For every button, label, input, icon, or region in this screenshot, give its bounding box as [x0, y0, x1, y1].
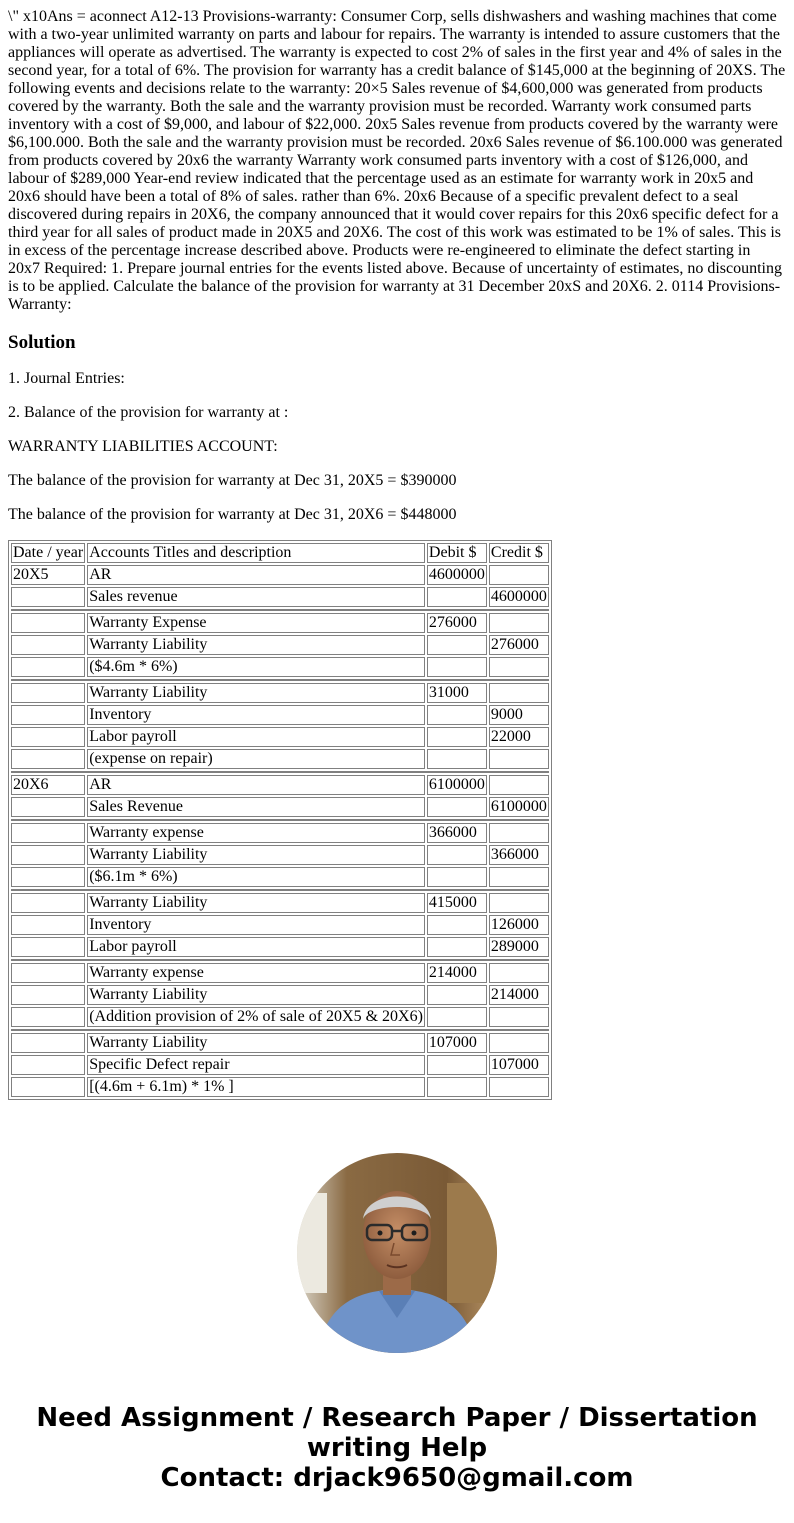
- date-cell: [11, 727, 85, 747]
- date-cell: [11, 1077, 85, 1097]
- date-cell: [11, 683, 85, 703]
- credit-cell: 366000: [489, 845, 549, 865]
- date-cell: [11, 797, 85, 817]
- table-row: [11, 797, 549, 817]
- date-cell: [11, 613, 85, 633]
- debit-cell: [427, 749, 487, 769]
- table-row: [11, 915, 549, 935]
- table-row: [11, 823, 549, 843]
- account-cell: Labor payroll: [87, 727, 425, 747]
- account-cell: Warranty Expense: [87, 613, 425, 633]
- account-label: WARRANTY LIABILITIES ACCOUNT:: [8, 438, 278, 455]
- account-cell: AR: [87, 565, 425, 585]
- debit-cell: 6100000: [428, 776, 485, 793]
- credit-cell: 4600000: [490, 588, 547, 605]
- table-row: [11, 727, 549, 747]
- journal-entries-label: 1. Journal Entries:: [8, 370, 125, 387]
- debit-cell: 366000: [427, 823, 487, 843]
- account-cell: Warranty Liability: [87, 985, 425, 1005]
- debit-cell: [427, 1077, 487, 1097]
- account-cell: Warranty expense: [87, 823, 425, 843]
- debit-cell: [427, 587, 487, 607]
- table-row: [11, 749, 549, 769]
- date-cell: [11, 1007, 85, 1027]
- debit-cell: [427, 985, 487, 1005]
- account-cell: Warranty expense: [87, 963, 425, 983]
- debit-cell: [427, 915, 487, 935]
- credit-cell: [489, 565, 549, 585]
- debit-cell: 107000: [427, 1033, 487, 1053]
- account-cell: Warranty Liability: [87, 845, 425, 865]
- credit-cell: 289000: [489, 937, 549, 957]
- date-cell: [11, 823, 85, 843]
- credit-cell: [489, 1033, 549, 1053]
- account-cell: Sales revenue: [87, 587, 425, 607]
- table-row: [11, 963, 549, 983]
- credit-cell: 107000: [489, 1055, 549, 1075]
- account-cell: Inventory: [87, 705, 425, 725]
- table-row: [11, 705, 549, 725]
- footer-line-2: writing Help: [306, 1433, 488, 1463]
- debit-cell: 214000: [427, 963, 487, 983]
- debit-cell: [427, 657, 487, 677]
- date-cell: [11, 1055, 85, 1075]
- table-row: [11, 867, 549, 887]
- account-cell: ($4.6m * 6%): [87, 657, 425, 677]
- date-cell: [11, 845, 85, 865]
- table-row: [11, 985, 549, 1005]
- author-avatar: [297, 1153, 497, 1353]
- credit-cell: 126000: [489, 915, 549, 935]
- date-cell: [11, 705, 85, 725]
- date-cell: [11, 749, 85, 769]
- date-cell: [11, 657, 85, 677]
- debit-cell: [427, 937, 487, 957]
- balance-label: 2. Balance of the provision for warranty at :: [8, 404, 289, 421]
- debit-cell: [427, 727, 487, 747]
- account-cell: (Addition provision of 2% of sale of 20X5 & 20X6): [89, 1008, 423, 1025]
- account-cell: Labor payroll: [87, 937, 425, 957]
- date-cell: [11, 915, 85, 935]
- date-cell: [11, 893, 85, 913]
- debit-cell: [427, 1007, 487, 1027]
- table-header-row: [11, 543, 549, 563]
- credit-cell: 6100000: [490, 798, 547, 815]
- debit-cell: [427, 797, 487, 817]
- column-header: Credit $: [489, 543, 549, 563]
- credit-cell: [489, 683, 549, 703]
- solution-heading: Solution: [8, 332, 76, 353]
- table-row: [11, 635, 549, 655]
- account-cell: (expense on repair): [87, 749, 425, 769]
- account-cell: Specific Defect repair: [87, 1055, 425, 1075]
- date-cell: [11, 867, 85, 887]
- debit-cell: 415000: [427, 893, 487, 913]
- table-row: [11, 1077, 549, 1097]
- credit-cell: [489, 775, 549, 795]
- debit-cell: 276000: [427, 613, 487, 633]
- account-cell: [(4.6m + 6.1m) * 1% ]: [87, 1077, 425, 1097]
- account-cell: AR: [87, 775, 425, 795]
- table-row: [11, 937, 549, 957]
- account-cell: ($6.1m * 6%): [87, 867, 425, 887]
- table-row: [11, 587, 549, 607]
- credit-cell: [489, 613, 549, 633]
- table-separator: [11, 771, 549, 773]
- question-text: \" x10Ans = aconnect A12-13 Provisions-warranty: Consumer Corp, sells dishwashers and washing machines that come with a two-year unlimited warranty on parts and labour for repairs. The warranty is intended to assure customers that the appliances will operate as advertised. The warranty is expected to cost 2% of sales in the first year and 4% of sales in the second year, for a total of 6%. The provision for warranty has a credit balance of $145,000 at the beginning of 20XS. The following events and decisions relate to the warranty: 20×5 Sales revenue of $4,600,000 was generated from products covered by the warranty. Both the sale and the warranty provision must be recorded. Warranty work consumed parts inventory with a cost of $9,000, and labour of $22,000. 20x5 Sales revenue from products covered by the warranty were $6,100.000. Both the sale and the warranty provision must be recorded. 20x6 Sales revenue of $6.100.000 was generated from products covered by 20x6 the warranty Warranty work consumed parts inventory with a cost of $126,000, and labour of $289,000 Year-end review indicated that the percentage used as an estimate for warranty work in 20x5 and 20x6 should have been a total of 8% of sales. rather than 6%. 20x6 Because of a specific prevalent defect to a seal discovered during repairs in 20X6, the company announced that it would cover repairs for this 20x6 specific defect for a third year for all sales of product made in 20X5 and 20X6. The cost of this work was estimated to be 1% of sales. This is in excess of the percentage increase described above. Products were re-engineered to eliminate the defect starting in 20x7 Required: 1. Prepare journal entries for the events listed above. Because of uncertainty of estimates, no discounting is to be applied. Calculate the balance of the provision for warranty at 31 December 20xS and 20X6. 2. 0114 Provisions-Warranty:: [8, 8, 786, 313]
- table-row: [11, 1055, 549, 1075]
- debit-cell: [427, 1055, 487, 1075]
- table-separator: [11, 959, 549, 961]
- column-header: Debit $: [427, 543, 487, 563]
- date-cell: 20X6: [11, 775, 85, 795]
- table-separator: [11, 889, 549, 891]
- footer-contact: Contact: drjack9650@gmail.com: [160, 1463, 634, 1493]
- table-separator: [11, 609, 549, 611]
- account-cell: Warranty Liability: [87, 683, 425, 703]
- date-cell: [11, 587, 85, 607]
- credit-cell: 9000: [489, 705, 549, 725]
- journal-table: [8, 540, 552, 1100]
- date-cell: [11, 985, 85, 1005]
- debit-cell: [427, 845, 487, 865]
- avatar-portrait-image: [297, 1153, 497, 1353]
- credit-cell: [489, 963, 549, 983]
- account-cell: Warranty Liability: [87, 893, 425, 913]
- footer-line-1: Need Assignment / Research Paper / Dissertation: [36, 1403, 758, 1433]
- credit-cell: [489, 1007, 549, 1027]
- footer-promo: [0, 1403, 794, 1493]
- account-cell: Warranty Liability: [87, 1033, 425, 1053]
- debit-cell: 31000: [427, 683, 487, 703]
- credit-cell: [489, 823, 549, 843]
- column-header: Accounts Titles and description: [87, 543, 425, 563]
- credit-cell: 214000: [489, 985, 549, 1005]
- table-row: [11, 775, 549, 795]
- debit-cell: 4600000: [428, 566, 485, 583]
- table-row: [11, 1033, 549, 1053]
- debit-cell: [427, 635, 487, 655]
- credit-cell: [489, 1077, 549, 1097]
- table-separator: [11, 819, 549, 821]
- date-cell: [11, 1033, 85, 1053]
- debit-cell: [427, 867, 487, 887]
- debit-cell: [427, 705, 487, 725]
- table-row: [11, 1007, 549, 1027]
- table-row: [11, 565, 549, 585]
- date-cell: [11, 635, 85, 655]
- table-separator: [11, 679, 549, 681]
- account-cell: Warranty Liability: [87, 635, 425, 655]
- account-cell: Inventory: [87, 915, 425, 935]
- credit-cell: 276000: [489, 635, 549, 655]
- date-cell: 20X5: [11, 565, 85, 585]
- balance-20x5: The balance of the provision for warranty at Dec 31, 20X5 = $390000: [8, 472, 457, 489]
- column-header: Date / year: [13, 544, 84, 561]
- table-row: [11, 657, 549, 677]
- table-row: [11, 893, 549, 913]
- date-cell: [11, 937, 85, 957]
- credit-cell: 22000: [489, 727, 549, 747]
- balance-20x6: The balance of the provision for warranty at Dec 31, 20X6 = $448000: [8, 506, 457, 523]
- credit-cell: [489, 657, 549, 677]
- credit-cell: [489, 867, 549, 887]
- date-cell: [11, 963, 85, 983]
- table-row: [11, 683, 549, 703]
- credit-cell: [489, 893, 549, 913]
- table-row: [11, 845, 549, 865]
- account-cell: Sales Revenue: [87, 797, 425, 817]
- credit-cell: [489, 749, 549, 769]
- table-row: [11, 613, 549, 633]
- table-separator: [11, 1029, 549, 1031]
